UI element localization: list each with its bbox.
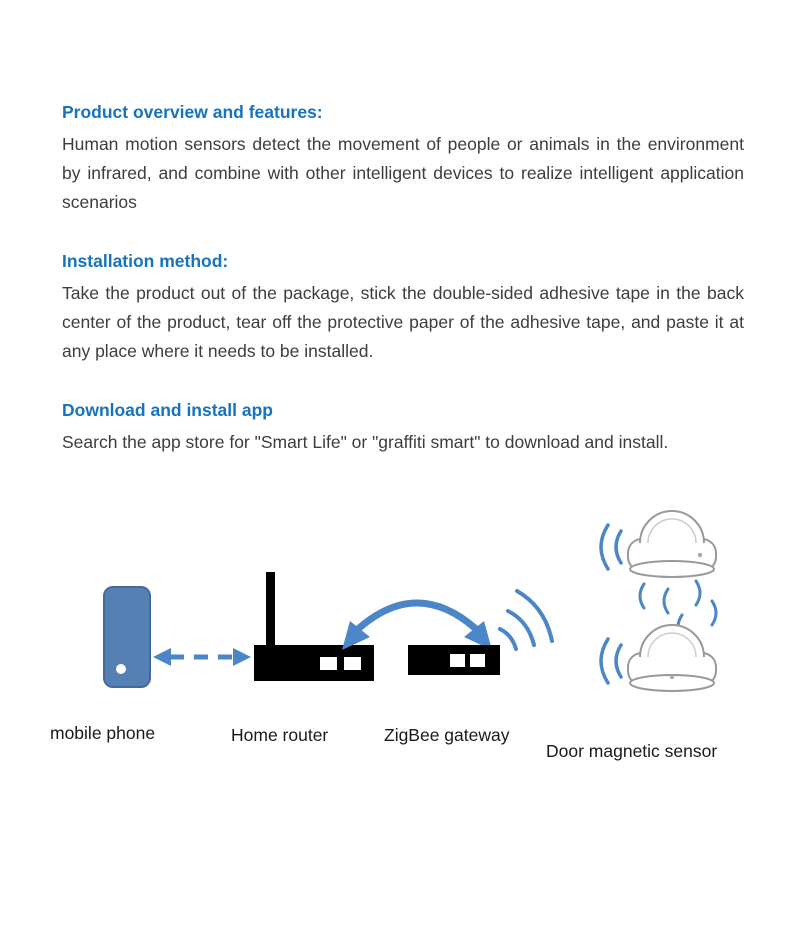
label-mobile-phone: mobile phone xyxy=(50,723,156,743)
label-home-router: Home router xyxy=(231,725,329,745)
mobile-phone-icon xyxy=(104,587,150,687)
sensor-signal-icon xyxy=(601,639,621,683)
dashed-double-arrow-icon xyxy=(153,648,251,666)
wifi-signal-icon xyxy=(500,591,552,649)
connection-diagram xyxy=(0,489,800,789)
section-heading-download-app: Download and install app xyxy=(62,400,273,420)
section-download-app xyxy=(62,398,744,457)
motion-sensor-top-icon xyxy=(601,511,716,577)
section-body-installation-method: Take the product out of the package, stick the double-sided adhesive tape in the back center of the product, tear off the protective paper of the adhesive tape, and paste it at any place where it needs to be installed. xyxy=(62,283,744,361)
section-heading-product-overview: Product overview and features: xyxy=(62,102,323,122)
motion-sensor-bottom-icon xyxy=(601,625,716,691)
section-product-overview xyxy=(62,100,744,217)
section-installation-method xyxy=(62,249,744,366)
curved-double-arrow-icon xyxy=(342,603,492,650)
section-body-download-app: Search the app store for "Smart Life" or "graffiti smart" to download and install. xyxy=(62,432,669,452)
label-door-sensor: Door magnetic sensor xyxy=(546,741,718,761)
section-heading-installation-method: Installation method: xyxy=(62,251,229,271)
section-body-product-overview: Human motion sensors detect the movement of people or animals in the environment by infrared, and combine with other intelligent devices to realize intelligent application scenarios xyxy=(62,134,744,212)
zigbee-gateway-icon xyxy=(408,645,500,675)
label-zigbee-gateway: ZigBee gateway xyxy=(384,725,510,745)
sensor-signal-icon xyxy=(601,525,621,569)
